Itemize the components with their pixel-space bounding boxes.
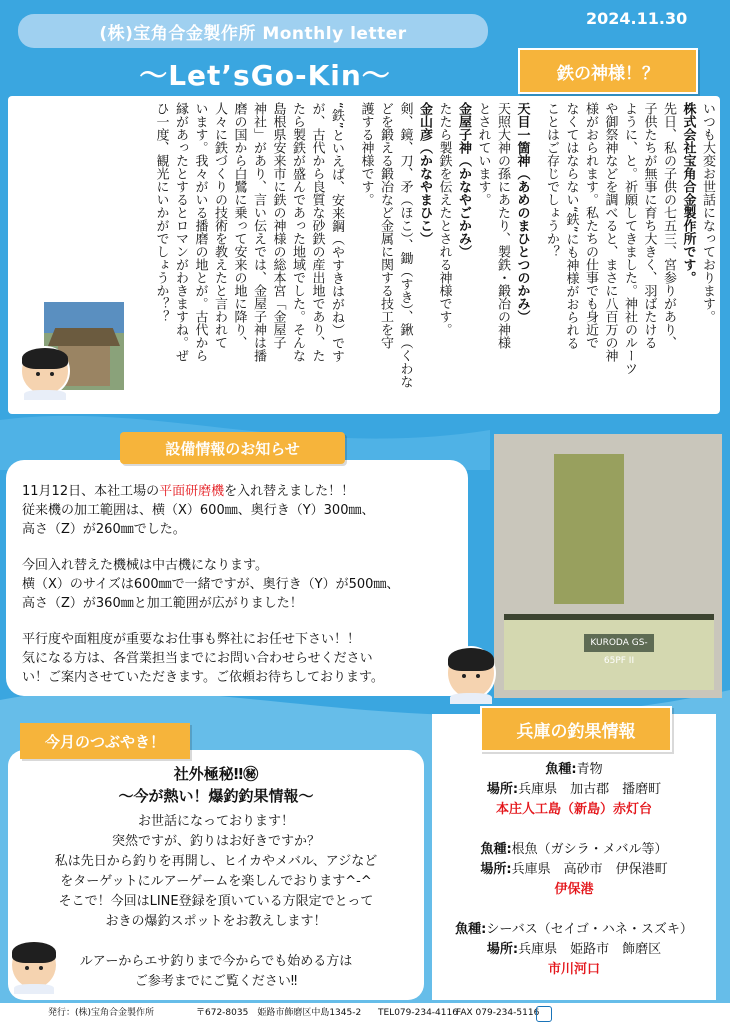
tsubuyaki-title-1: 社外極秘‼㊙ [173,765,259,783]
highlight-machine: 平面研磨機 [159,484,225,499]
article-column: 様がおられます。私たちの仕事でも身近で [583,102,598,349]
article-column: 天照大神の孫にあたり、製鉄・鍛冶の神様 [495,102,510,349]
equip-line-9: い！ご案内させていただきます。ご依頼お待ちしております。 [22,670,384,685]
tsubuyaki-line: おきの爆釣スポットをお教えします！ [105,914,327,929]
fish-spot: 市川河口 [547,962,600,977]
tsubuyaki-panel [8,750,424,1000]
fish-species: 魚種:青物 [545,762,603,777]
article-column: 金山彦（かなやまひこ） [417,102,432,245]
article-column: います。我々がいる播磨の地とが。古代から [192,102,208,362]
article-column: ように、と。祈願してきました。神社のルーツ [622,102,637,375]
tsubuyaki-line: ご参考までにご覧ください‼ [134,974,298,989]
tsubuyaki-line: ルアーからエサ釣りまで今からでも始める方は [79,954,353,969]
equip-line-6: 高さ（Z）が360㎜と加工範囲が広がりました！ [22,596,303,611]
staff-avatar-1 [20,346,70,396]
equip-line-7: 平行度や面粗度が重要なお仕事も弊社にお任せ下さい！！ [22,632,361,647]
article-column: 磨の国から白鷺に乗って安来の地に降り、 [231,102,247,349]
footer-fax: FAX 079-234-5116 [456,1008,540,1018]
fish-place: 場所:兵庫県 加古郡 播磨町 [486,782,662,797]
fish-spot: 本庄人工島（新島）赤灯台 [495,802,652,817]
article-column: いつも大変お世話になっております。 [700,102,715,323]
article-column: とされています。 [475,102,491,206]
issue-date: 2024.11.30 [586,9,688,28]
article-panel [8,96,720,414]
article-column: 子供たちが無事に育ち大きく、羽ばたける [641,102,657,349]
fishing-tag: 兵庫の釣果情報 [480,706,672,752]
equip-line-3: 高さ（Z）が260㎜でした。 [22,522,186,537]
article-column: が、古代から良質な砂鉄の産出地であり、た [309,102,325,362]
tsubuyaki-line: をターゲットにルアーゲームを楽しんでおります^-^ [60,874,372,889]
newsletter-subtitle: (株)宝角合金製作所 Monthly letter [18,14,488,48]
article-column: “鉄”といえば、安来鋼（やすきはがね）です [329,102,344,363]
article-column: 島根県安来市に鉄の神様の総本宮「金屋子 [270,102,286,349]
fish-spot: 伊保港 [554,882,594,897]
article-column: 神社」があり、言い伝えでは、金屋子神は播 [251,102,266,362]
article-column: 金屋子神（かなやごかみ） [456,102,471,258]
footer-tel: TEL079-234-4116 [378,1008,458,1018]
newsletter-logo: 〜Let’sGo-Kin〜 [139,59,391,92]
footer-logo-icon [536,1006,552,1022]
fish-species: 魚種:根魚（ガシラ・メバル等） [480,842,668,857]
fish-place: 場所:兵庫県 姫路市 飾磨区 [486,942,662,957]
tsubuyaki-line: そこで！今回はLINE登録を頂いている方限定でとって [58,894,374,909]
equipment-panel [6,460,468,696]
article-column: どを鍛える鍛冶など金属に関する技工を守 [378,102,393,349]
article-column: 縁があったとするとロマンがわきますね。ぜ [173,102,188,362]
tsubuyaki-line: 突然ですが、釣りはお好きですか？ [111,834,320,849]
article-column: ひ一度、観光にいかがでしょうか？？ [153,102,169,323]
equip-line-1: 11月12日、本社工場の平面研磨機を入れ替えました！！ [22,484,355,499]
fish-place: 場所:兵庫県 高砂市 伊保港町 [480,862,668,877]
equip-line-4: 今回入れ替えた機械は中古機になります。 [22,558,268,573]
footer-address: 〒672-8035 姫路市飾磨区中島1345-2 [196,1008,362,1018]
machine-label: KURODA GS-65PF II [584,634,654,652]
equipment-tag: 設備情報のお知らせ [120,432,345,464]
equip-line-8: 気になる方は、各営業担当までにお問い合わせらせください [22,651,373,666]
article-column: 株式会社宝角合金製作所です。 [680,102,696,284]
equip-line-5: 横（X）のサイズは600㎜で一緒ですが、奥行き（Y）が500㎜、 [22,577,400,592]
article-column: たたら製鉄を伝えたとされる神様です。 [436,102,452,336]
footer [0,1003,730,1024]
article-column: や御祭神などを調べると、まさに八百万の神 [602,102,618,362]
tsubuyaki-line: お世話になっております！ [137,814,294,829]
article-column: 護する神様です。 [358,102,374,206]
article-column: 人々に鉄づくりの技術を教えたと言われて [212,102,227,349]
article-column: ことはご存じでしょうか？ [544,102,559,258]
article-column: 天目一箇神（あめのまひとつのかみ） [514,102,530,323]
tsubuyaki-title-2: 〜今が熱い！爆釣釣果情報〜 [118,787,314,805]
article-tag: 鉄の神様！？ [518,48,698,94]
staff-avatar-2 [446,646,496,700]
staff-avatar-3 [10,940,58,990]
article-column: 先日、私の子供の七五三、宮参りがあり、 [661,102,676,349]
fishing-panel [432,714,716,1000]
tsubuyaki-line: 私は先日から釣りを再開し、ヒイカやメバル、アジなど [54,854,378,869]
machine-photo [494,434,722,698]
tsubuyaki-tag: 今月のつぶやき！ [20,723,190,759]
equip-line-2: 従来機の加工範囲は、横（X）600㎜、奥行き（Y）300㎜、 [22,503,375,518]
article-column: 剣、鏡、刀、矛（ほこ）、鋤（すき）、鍬（くわな [397,102,413,388]
fish-species: 魚種:シーバス（セイゴ・ハネ・スズキ） [455,922,693,937]
article-column: なくてはならない“鉄”にも神様がおられる [563,102,579,350]
footer-publisher: 発行：(株)宝角合金製作所 [48,1008,155,1018]
article-column: たら製鉄が盛んであった地域でした。そんな [290,102,305,362]
